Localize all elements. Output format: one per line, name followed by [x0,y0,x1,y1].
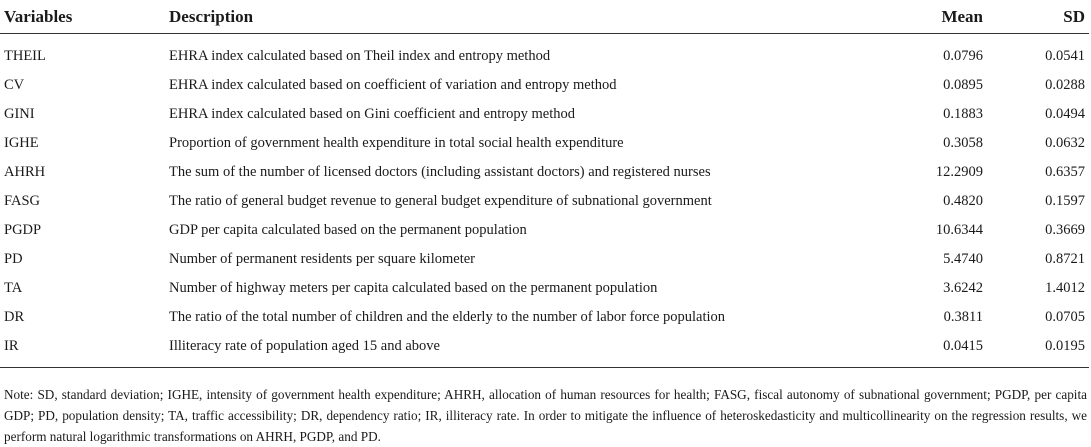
cell-mean: 0.4820 [943,193,983,209]
table-row [0,158,1089,187]
cell-sd: 0.1597 [1045,193,1085,209]
cell-sd: 0.8721 [1045,251,1085,267]
cell-description: The ratio of general budget revenue to general budget expenditure of subnational government [169,193,712,209]
cell-mean: 10.6344 [935,222,983,238]
header-description: Description [165,0,855,34]
cell-description: EHRA index calculated based on Gini coefficient and entropy method [169,106,576,122]
cell-mean: 0.3058 [943,135,983,151]
cell-variable: IR [4,338,19,354]
cell-variable: CV [4,77,25,93]
cell-variable: DR [4,309,25,325]
table-row [0,129,1089,158]
cell-sd: 0.0541 [1045,48,1085,64]
cell-mean: 0.0895 [943,77,983,93]
table-body [0,34,1089,368]
header-variables: Variables [0,0,165,34]
header-sd: SD [987,0,1089,34]
cell-sd: 0.0288 [1045,77,1085,93]
cell-sd: 0.3669 [1045,222,1085,238]
table-header [0,0,1089,34]
header-mean: Mean [855,0,987,34]
header-row [0,0,1089,34]
cell-description: Number of permanent residents per square kilometer [169,251,476,267]
cell-description: The ratio of the total number of children and the elderly to the number of labor force population [169,309,726,325]
cell-mean: 3.6242 [943,280,983,296]
cell-sd: 0.0195 [1045,338,1085,354]
cell-description: EHRA index calculated based on coefficient of variation and entropy method [169,77,617,93]
cell-variable: IGHE [4,135,39,151]
cell-variable: PGDP [4,222,42,238]
cell-description: Proportion of government health expenditure in total social health expenditure [169,135,624,151]
cell-sd: 0.0632 [1045,135,1085,151]
table-row [0,100,1089,129]
cell-sd: 0.0705 [1045,309,1085,325]
cell-variable: AHRH [4,164,46,180]
table-row [0,274,1089,303]
cell-sd: 1.4012 [1045,280,1085,296]
table-row [0,34,1089,72]
cell-description: Number of highway meters per capita calculated based on the permanent population [169,280,658,296]
table-footnote: Note: SD, standard deviation; IGHE, intensity of government health expenditure; AHRH, allocation of human resources for health; FASG, fiscal autonomy of subnational government; PGDP, per capita GDP; PD, population density; TA, traffic accessibility; DR, dependency ratio; IR, illiteracy rate. In order to mitigate the influence of heteroskedasticity and multicollinearity on the regression results, we perform natural logarithmic transformations on AHRH, PGDP, and PD. [4,387,1087,444]
table-row [0,332,1089,368]
cell-description: GDP per capita calculated based on the permanent population [169,222,527,238]
cell-variable: FASG [4,193,40,209]
table-row [0,187,1089,216]
cell-mean: 0.0415 [943,338,983,354]
table-row [0,216,1089,245]
cell-mean: 12.2909 [935,164,983,180]
cell-variable: TA [4,280,23,296]
cell-mean: 0.0796 [943,48,983,64]
cell-variable: PD [4,251,23,267]
cell-description: The sum of the number of licensed doctors (including assistant doctors) and registered nurses [169,164,711,180]
cell-variable: THEIL [4,48,46,64]
cell-sd: 0.0494 [1045,106,1085,122]
cell-mean: 5.4740 [943,251,983,267]
table-row [0,303,1089,332]
cell-variable: GINI [4,106,35,122]
cell-sd: 0.6357 [1045,164,1085,180]
cell-mean: 0.3811 [943,309,983,325]
table-row [0,245,1089,274]
cell-description: Illiteracy rate of population aged 15 and above [169,338,440,354]
cell-description: EHRA index calculated based on Theil index and entropy method [169,48,551,64]
table-row [0,71,1089,100]
cell-mean: 0.1883 [943,106,983,122]
